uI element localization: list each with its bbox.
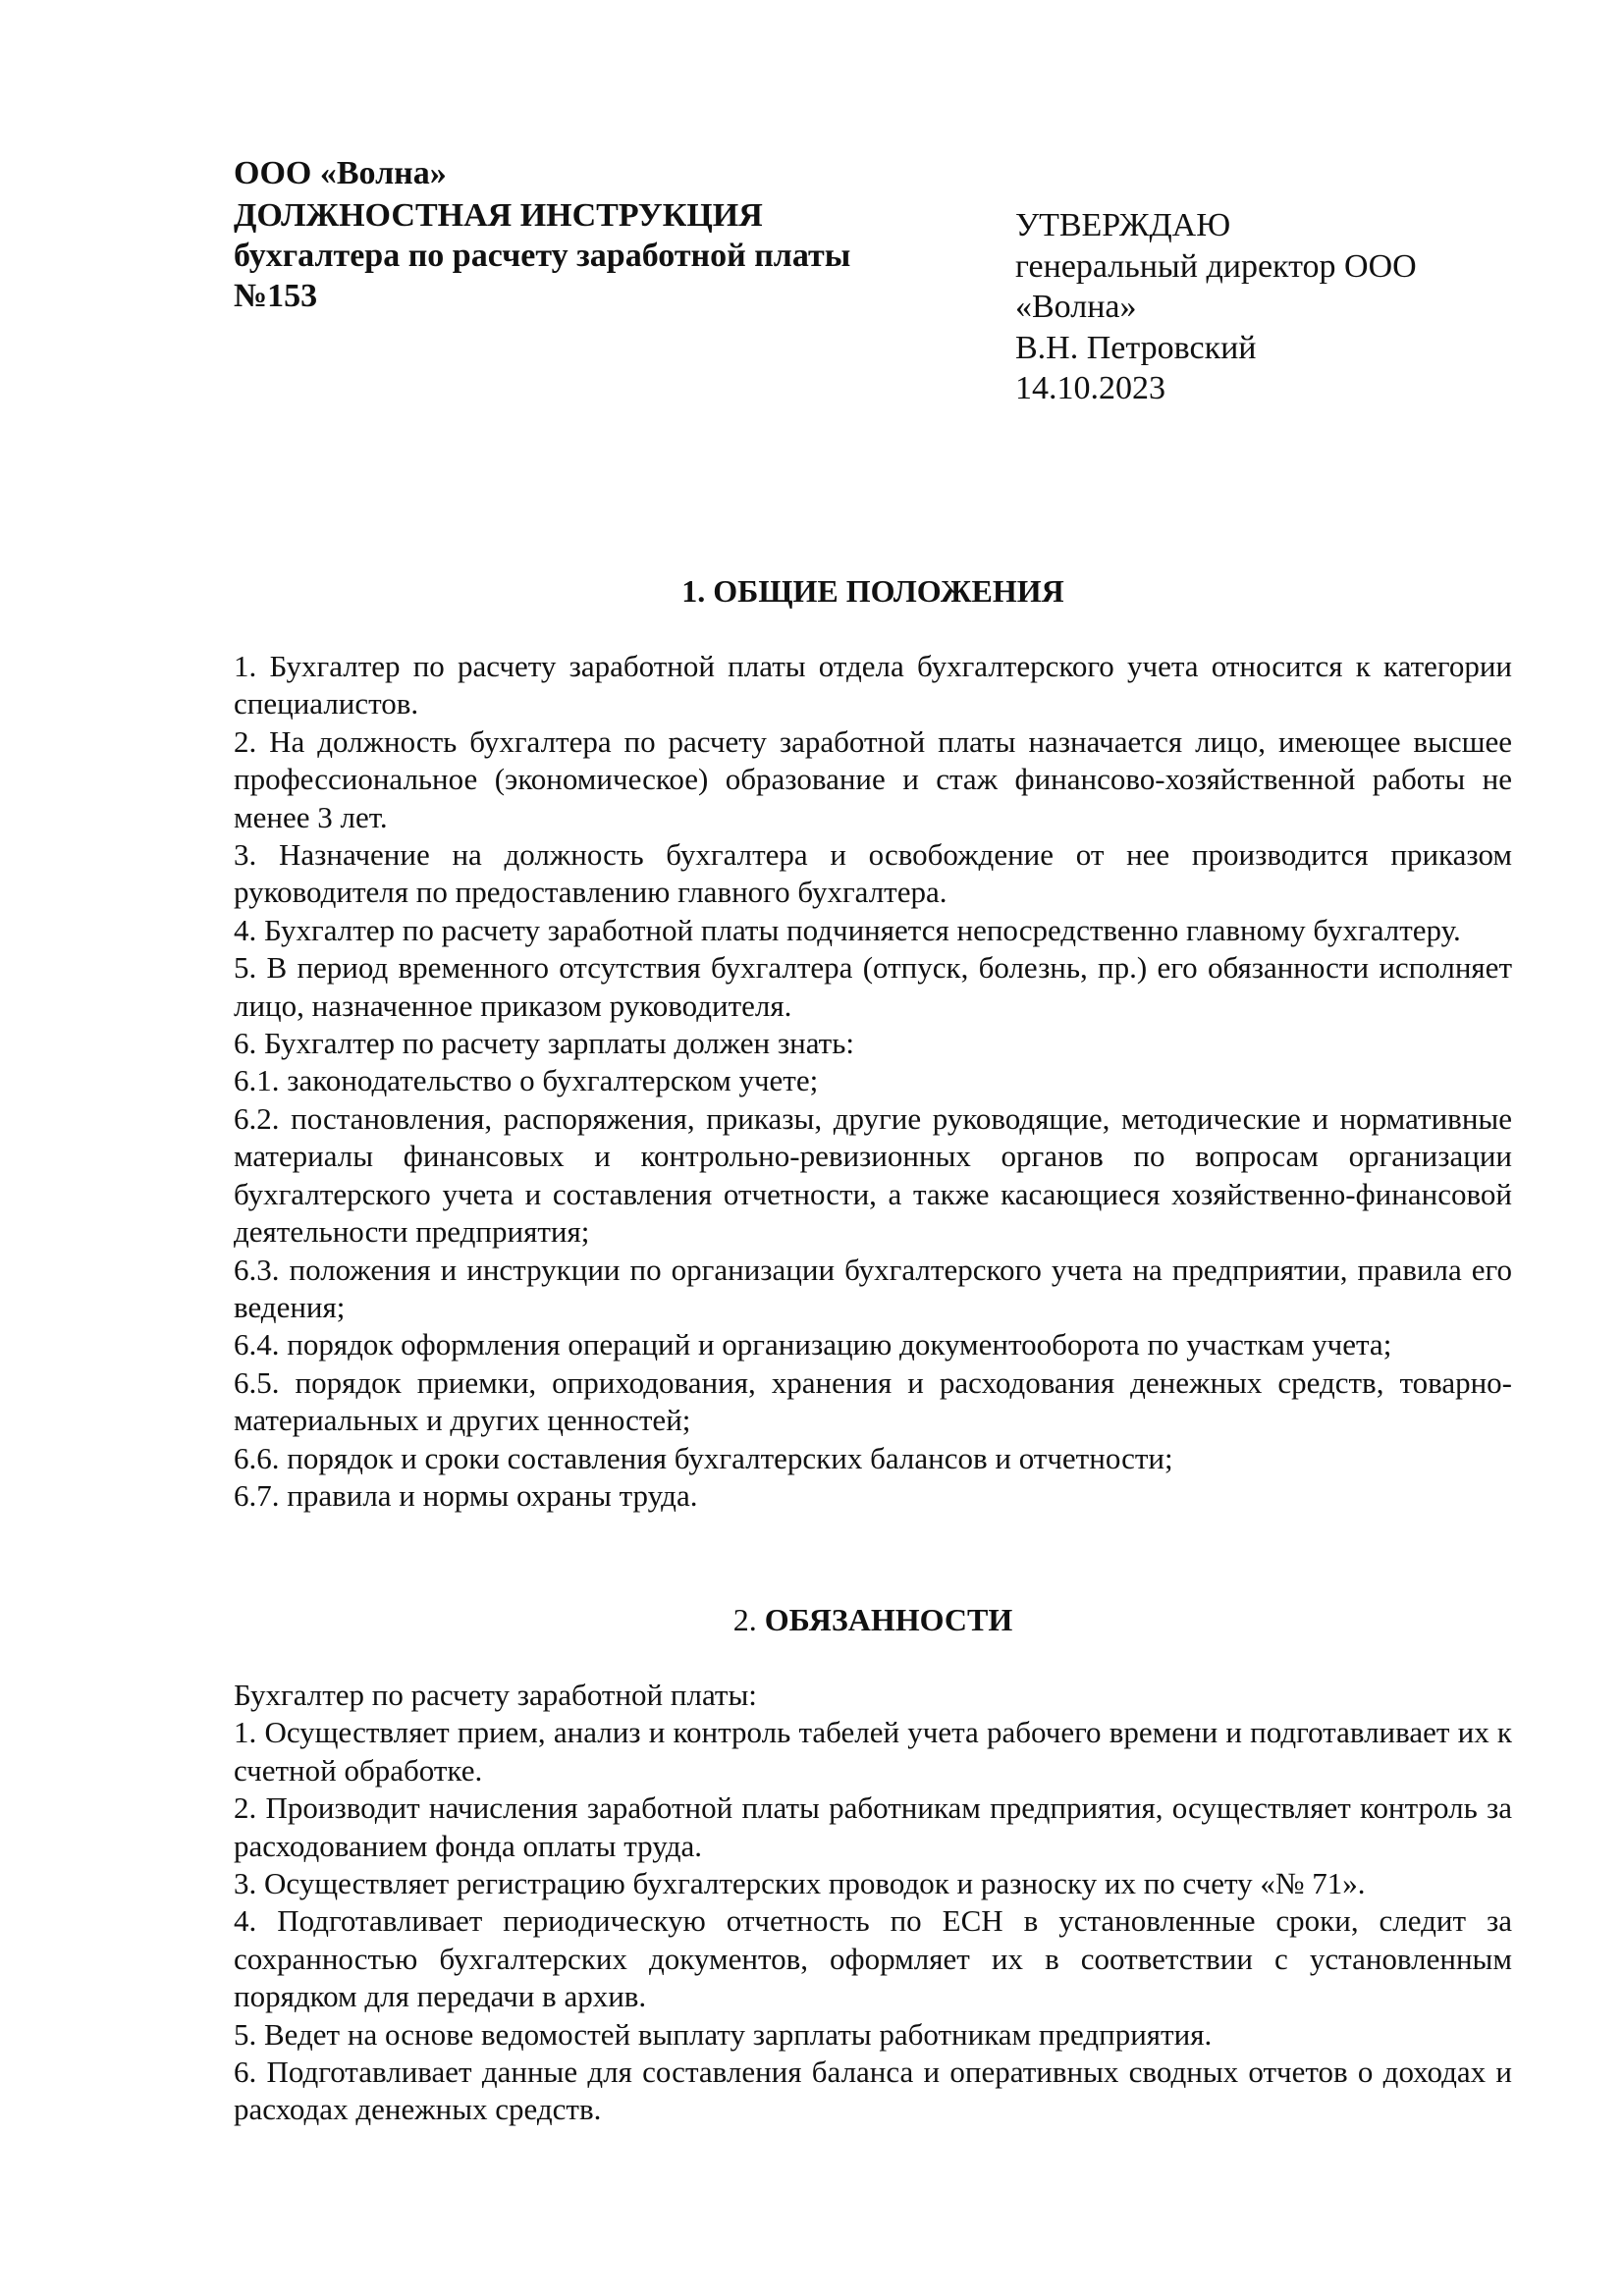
approval-label: УТВЕРЖДАЮ xyxy=(1015,207,1231,243)
section-2-title-number: 2. xyxy=(732,1602,757,1637)
section-2-title-text: ОБЯЗАННОСТИ xyxy=(764,1602,1013,1637)
document-title: ДОЛЖНОСТНАЯ ИНСТРУКЦИЯ xyxy=(234,197,763,234)
section-2-item: 2. Производит начисления заработной платы работникам предприятия, осуществляет контроль за расходованием фонда оплаты труда. xyxy=(234,1790,1512,1863)
section-1-item: 5. В период временного отсутствия бухгалтера (отпуск, болезнь, пр.) его обязанности исполняет лицо, назначенное приказом руководителя. xyxy=(234,950,1512,1023)
section-2-title xyxy=(234,1600,1512,1639)
section-1-item: 6.5. порядок приемки, оприходования, хранения и расходования денежных средств, товарно-материальных и других ценностей; xyxy=(234,1364,1512,1438)
document-number: №153 xyxy=(234,278,318,314)
section-1-item: 6.4. порядок оформления операций и организацию документооборота по участкам учета; xyxy=(234,1327,1392,1362)
section-1-title xyxy=(234,571,1512,611)
approval-date: 14.10.2023 xyxy=(1015,370,1165,406)
section-1-item: 1. Бухгалтер по расчету заработной платы отдела бухгалтерского учета относится к категории специалистов. xyxy=(234,649,1512,721)
section-1-item: 6.6. порядок и сроки составления бухгалтерских балансов и отчетности; xyxy=(234,1440,1173,1475)
approval-position-line2: «Волна» xyxy=(1015,289,1137,325)
section-1-item: 2. На должность бухгалтера по расчету заработной платы назначается лицо, имеющее высшее профессиональное (экономическое) образование и стаж финансово-хозяйственной работы не менее 3 лет. xyxy=(234,723,1512,834)
section-2-item: 6. Подготавливает данные для составления баланса и оперативных сводных отчетов о доходах и расходах денежных средств. xyxy=(234,2055,1512,2127)
section-1-item: 6. Бухгалтер по расчету зарплаты должен знать: xyxy=(234,1026,854,1061)
section-2-item: 3. Осуществляет регистрацию бухгалтерских проводок и разноску их по счету «№ 71». xyxy=(234,1866,1366,1901)
organization-name: ООО «Волна» xyxy=(234,155,447,191)
section-2-item: 5. Ведет на основе ведомостей выплату зарплаты работникам предприятия. xyxy=(234,2016,1213,2052)
section-2-body xyxy=(234,1677,1512,2129)
section-1-item: 4. Бухгалтер по расчету заработной платы подчиняется непосредственно главному бухгалтеру. xyxy=(234,912,1461,947)
section-2-intro: Бухгалтер по расчету заработной платы: xyxy=(234,1678,757,1712)
document-subtitle: бухгалтера по расчету заработной платы xyxy=(234,238,851,274)
section-1-item: 6.3. положения и инструкции по организации бухгалтерского учета на предприятии, правила его ведения; xyxy=(234,1252,1512,1324)
section-1-body xyxy=(234,648,1512,1515)
section-1-item: 6.2. постановления, распоряжения, приказы, другие руководящие, методические и нормативные материалы финансовых и контрольно-ревизионных органов по вопросам организации бухгалтерского учета и составления отчетности, а также касающиеся хозяйственно-финансовой деятельности предприятия; xyxy=(234,1100,1512,1250)
section-1-item: 6.7. правила и нормы охраны труда. xyxy=(234,1477,698,1513)
section-2-item: 4. Подготавливает периодическую отчетность по ЕСН в установленные сроки, следит за сохранностью бухгалтерских документов, оформляет их в соответствии с установленным порядком для передачи в архив. xyxy=(234,1903,1512,2014)
document-header xyxy=(234,153,1000,316)
section-1-item: 6.1. законодательство о бухгалтерском учете; xyxy=(234,1063,819,1098)
section-2-item: 1. Осуществляет прием, анализ и контроль табелей учета рабочего времени и подготавливает их к счетной обработке. xyxy=(234,1715,1512,1788)
section-1-title-text: 1. ОБЩИЕ ПОЛОЖЕНИЯ xyxy=(681,573,1064,609)
section-1-item: 3. Назначение на должность бухгалтера и освобождение от нее производится приказом руководителя по предоставлению главного бухгалтера. xyxy=(234,837,1512,910)
approval-position-line1: генеральный директор ООО xyxy=(1015,247,1417,285)
approval-block xyxy=(1015,205,1428,409)
approval-name: В.Н. Петровский xyxy=(1015,329,1257,366)
